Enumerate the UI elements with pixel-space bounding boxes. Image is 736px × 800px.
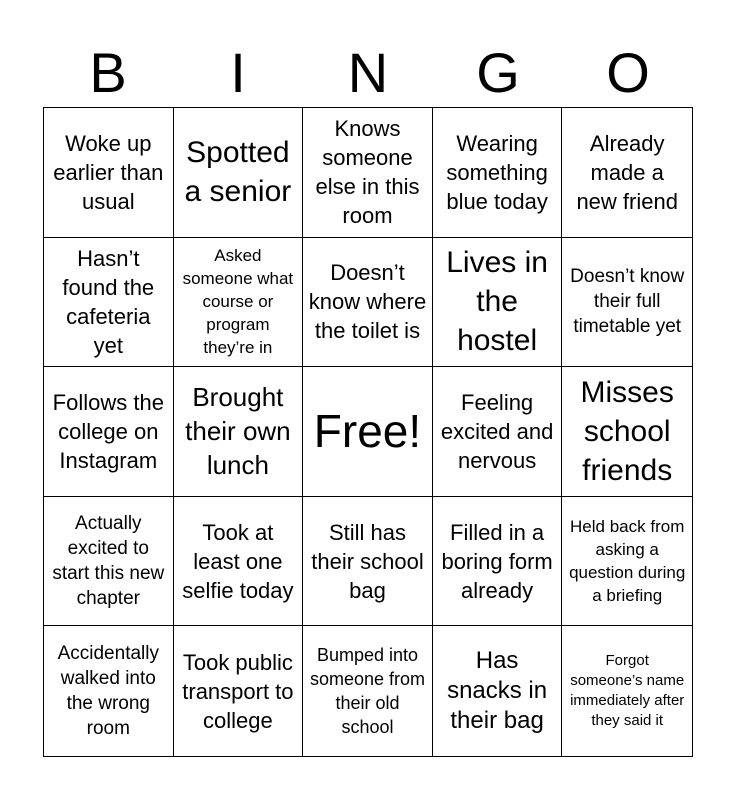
header-letter-n: N — [347, 41, 389, 104]
cell-text: Actually excited to start this new chapter — [52, 513, 165, 610]
cell-text: Forgot someone’s name immediately after they said it — [570, 652, 685, 730]
bingo-cell[interactable] — [174, 626, 304, 756]
bingo-cell[interactable] — [433, 626, 563, 756]
cell-text: Misses school friends — [580, 375, 674, 487]
header-letter-b: B — [89, 41, 127, 104]
bingo-cell[interactable] — [303, 626, 433, 756]
cell-text: Took at least one selfie today — [182, 519, 294, 603]
header-letter-o: O — [606, 41, 650, 104]
bingo-cell[interactable] — [44, 238, 174, 368]
cell-text: Wearing something blue today — [446, 130, 548, 214]
header-letter-g: G — [476, 41, 520, 104]
bingo-cell[interactable] — [174, 367, 304, 497]
cell-text: Accidentally walked into the wrong room — [57, 643, 159, 740]
cell-text: Doesn’t know where the toilet is — [308, 260, 427, 344]
bingo-cell[interactable] — [44, 497, 174, 627]
cell-text: Spotted a senior — [184, 136, 292, 209]
bingo-cell[interactable] — [562, 238, 692, 368]
bingo-cell[interactable] — [303, 497, 433, 627]
bingo-cell[interactable] — [562, 367, 692, 497]
cell-text: Hasn’t found the cafeteria yet — [62, 245, 155, 358]
free-space-text: Free! — [313, 405, 422, 458]
cell-text: Bumped into someone from their old school — [309, 645, 426, 738]
bingo-cell[interactable] — [44, 626, 174, 756]
bingo-cell[interactable] — [433, 497, 563, 627]
header-letter-i: I — [230, 41, 246, 104]
cell-text: Took public transport to college — [182, 649, 294, 733]
cell-text: Held back from asking a question during a briefing — [569, 517, 686, 606]
bingo-cell[interactable] — [174, 108, 304, 238]
cell-text: Knows someone else in this room — [315, 116, 420, 229]
cell-text: Asked someone what course or program they’re in — [182, 246, 294, 358]
bingo-cell[interactable] — [433, 367, 563, 497]
cell-text: Follows the college on Instagram — [52, 389, 164, 473]
bingo-cell[interactable] — [433, 238, 563, 368]
free-space-cell[interactable] — [303, 367, 433, 497]
bingo-cell[interactable] — [433, 108, 563, 238]
bingo-cell[interactable] — [562, 626, 692, 756]
bingo-cell[interactable] — [303, 108, 433, 238]
bingo-cell[interactable] — [174, 497, 304, 627]
bingo-cell[interactable] — [44, 367, 174, 497]
bingo-cell[interactable] — [562, 497, 692, 627]
bingo-cell[interactable] — [303, 238, 433, 368]
cell-text: Feeling excited and nervous — [440, 389, 554, 473]
cell-text: Doesn’t know their full timetable yet — [570, 266, 685, 338]
bingo-grid — [43, 107, 693, 757]
cell-text: Brought their own lunch — [185, 382, 291, 481]
cell-text: Has snacks in their bag — [447, 647, 548, 735]
cell-text: Still has their school bag — [311, 519, 424, 603]
bingo-cell[interactable] — [44, 108, 174, 238]
cell-text: Woke up earlier than usual — [53, 130, 164, 214]
cell-text: Lives in the hostel — [446, 246, 548, 358]
bingo-cell[interactable] — [174, 238, 304, 368]
bingo-header — [43, 40, 693, 106]
cell-text: Already made a new friend — [576, 130, 678, 214]
cell-text: Filled in a boring form already — [441, 519, 553, 603]
bingo-cell[interactable] — [562, 108, 692, 238]
